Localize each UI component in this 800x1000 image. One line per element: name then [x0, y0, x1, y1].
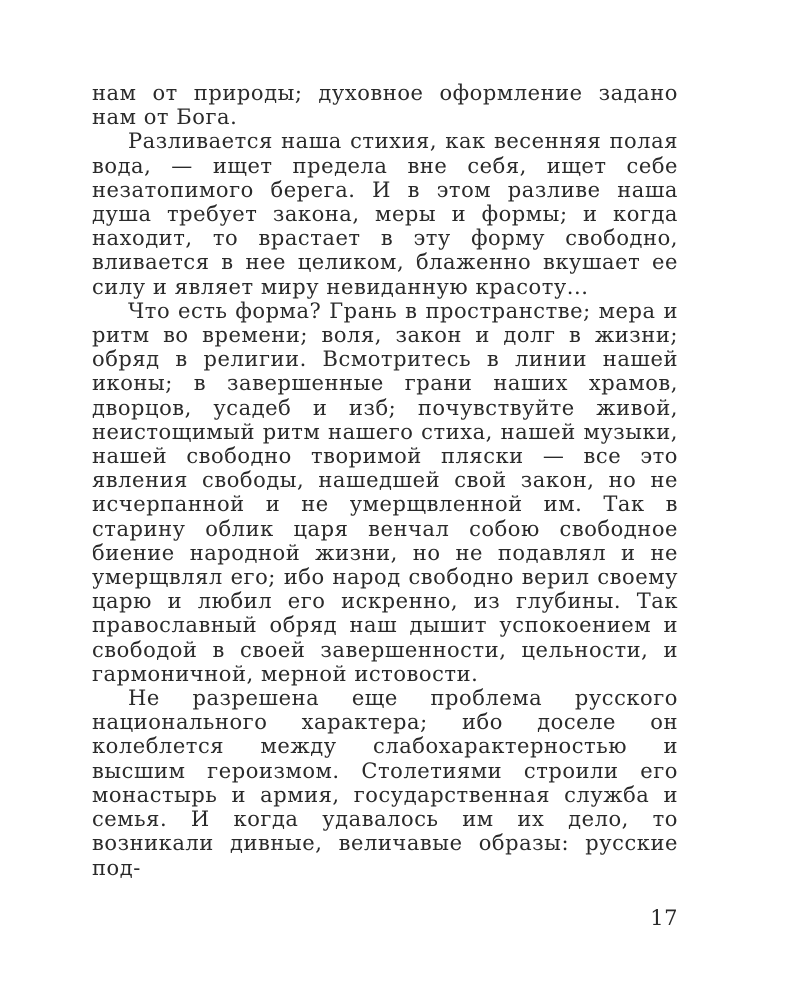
paragraph-1: нам от природы; духовное оформление задано нам от Бога.: [92, 81, 678, 130]
body-text: [92, 81, 678, 880]
paragraph-4: Не разрешена еще проблема русского национального характера; ибо доселе он колеблется между слабохарактерностью и высшим героизмом. Столетиями строили его монастырь и армия, государственная служба и семья. И когда удавалось им их дело, то возникали дивные, величавые образы: русские под-: [92, 686, 678, 880]
paragraph-3: Что есть форма? Грань в пространстве; мера и ритм во времени; воля, закон и долг в жизни; обряд в религии. Всмотритесь в линии нашей иконы; в завершенные грани наших храмов, дворцов, усадеб и изб; почувствуйте живой, неистощимый ритм нашего стиха, нашей музыки, нашей свободно творимой пляски — все это явления свободы, нашедшей свой закон, но не исчерпанной и не умерщвленной им. Так в старину облик царя венчал собою свободное биение народной жизни, но не подавлял и не умерщвлял его; ибо народ свободно верил своему царю и любил его искренно, из глубины. Так православный обряд наш дышит успокоением и свободой в своей завершенности, цельности, и гармоничной, мерной истовости.: [92, 298, 678, 686]
page-number: 17: [650, 906, 678, 930]
paragraph-2: Разливается наша стихия, как весенняя полая вода, — ищет предела вне себя, ищет себе незатопимого берега. И в этом разливе наша душа требует закона, меры и формы; и когда находит, то врастает в эту форму свободно, вливается в нее целиком, блаженно вкушает ее силу и являет миру невиданную красоту...: [92, 129, 678, 299]
